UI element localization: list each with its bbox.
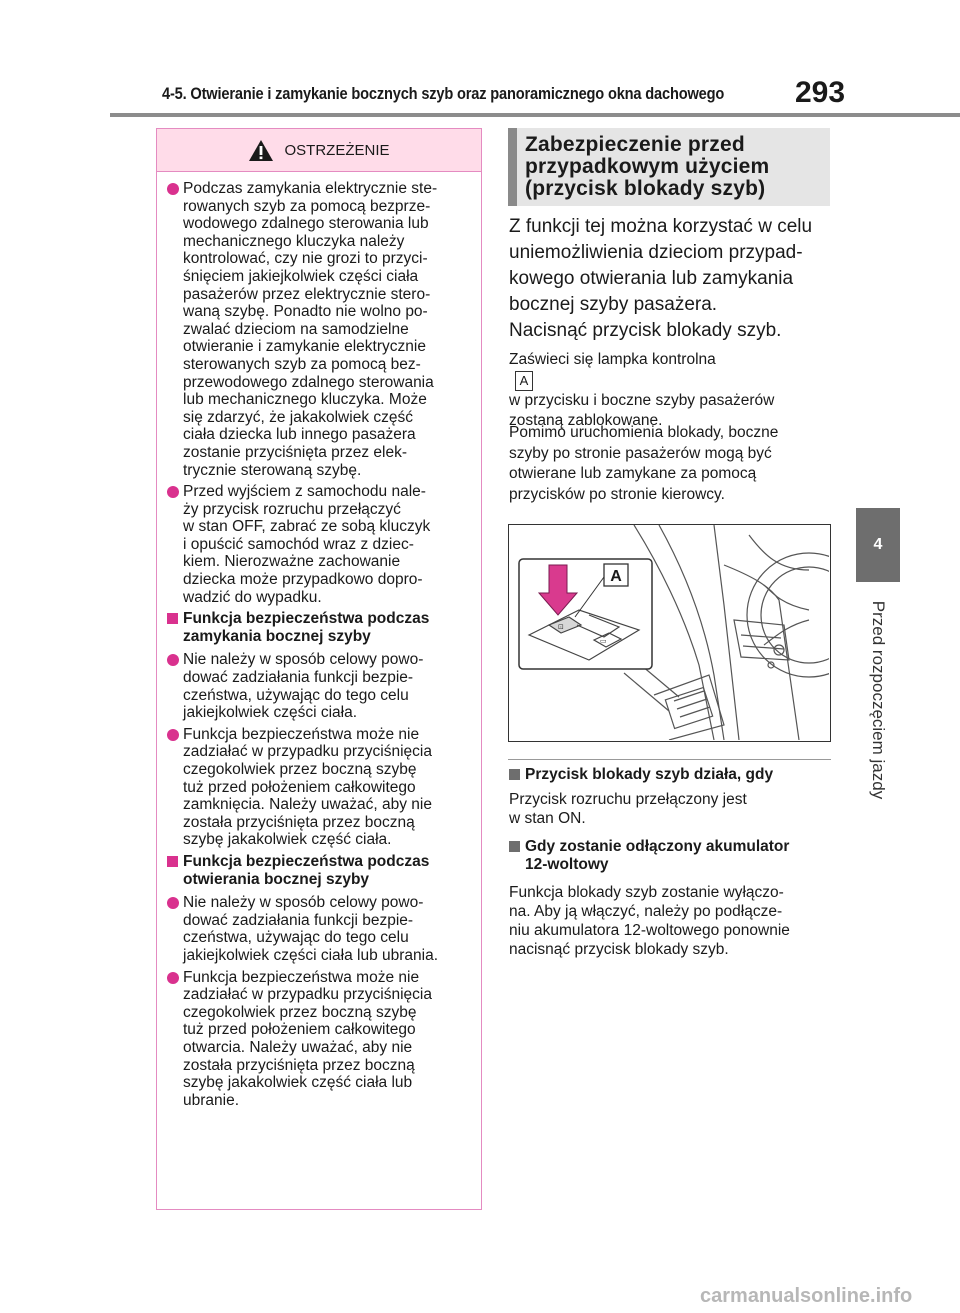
- warning-line: zwalać dzieciom na samodzielne: [183, 320, 409, 338]
- note-paragraph: [509, 423, 778, 505]
- intro-line: Z funkcji tej można korzystać w celu: [509, 216, 813, 237]
- indicator-paragraph: [509, 350, 774, 432]
- subsection-title: Przycisk blokady szyb działa, gdy: [525, 766, 774, 783]
- warning-header: [157, 129, 481, 172]
- note-line: Pomimo uruchomienia blokady, boczne: [509, 424, 779, 441]
- warning-line: lub mechanicznego kluczyka. Może: [183, 391, 427, 409]
- subsection-line: w stan ON.: [509, 810, 586, 827]
- subsection-line: na. Aby ją włączyć, należy po podłącze-: [509, 903, 783, 920]
- warning-line: ży przycisk rozruchu przełączyć: [183, 500, 401, 518]
- warning-line: otwierania bocznej szyby: [183, 870, 370, 888]
- warning-item: [167, 483, 473, 606]
- round-bullet-icon: [167, 729, 179, 741]
- svg-text:⊡: ⊡: [558, 623, 564, 631]
- warning-item: [167, 726, 473, 849]
- round-bullet-icon: [167, 897, 179, 909]
- subsection-text: [509, 883, 790, 959]
- warning-line: jakiejkolwiek części ciała.: [183, 704, 358, 722]
- header-divider: [110, 113, 960, 117]
- subsection-heading: [509, 838, 789, 874]
- warning-title: OSTRZEŻENIE: [284, 141, 390, 159]
- intro-line: bocznej szyby pasażera.: [509, 294, 718, 315]
- warning-line: zostanie przyciśnięta przez elek-: [183, 443, 407, 461]
- watermark: carmanualsonline.info: [700, 1285, 913, 1307]
- warning-line: tuż przed położeniem całkowitego: [183, 1021, 416, 1039]
- warning-line: otwarcia. Należy uważać, aby nie: [183, 1038, 413, 1056]
- subsection-text: [509, 790, 747, 828]
- warning-item: [167, 180, 473, 479]
- warning-line: dować zadziałania funkcji bezpie-: [183, 669, 414, 687]
- indicator-line: w przycisku i boczne szyby pasażerów: [509, 391, 775, 409]
- section-heading-line: przypadkowym użyciem: [525, 155, 770, 178]
- round-bullet-icon: [167, 486, 179, 498]
- warning-line: Przed wyjściem z samochodu nale-: [183, 483, 426, 501]
- round-bullet-icon: [167, 183, 179, 195]
- page-number: 293: [795, 76, 846, 109]
- warning-line: szybę jakakolwiek część ciała lub: [183, 1074, 413, 1092]
- section-heading-line: Zabezpieczenie przed: [525, 133, 745, 156]
- subsection-line: nacisnąć przycisk blokady szyb.: [509, 941, 729, 958]
- subsection-heading: [509, 766, 773, 784]
- warning-line: się zdarzyć, że jakakolwiek część: [183, 408, 413, 426]
- warning-line: czegokolwiek przez boczną szybę: [183, 1003, 417, 1021]
- figure-callout-label: A: [610, 568, 622, 585]
- warning-line: szybę jakakolwiek część ciała.: [183, 831, 392, 849]
- square-bullet-icon: [167, 856, 178, 867]
- warning-line: tuż przed położeniem całkowitego: [183, 778, 416, 796]
- warning-line: została przyciśnięta przez boczną: [183, 1056, 415, 1074]
- subsection-divider: [508, 759, 831, 760]
- warning-body: [157, 172, 481, 1109]
- warning-line: zadziałać w przypadku przyciśnięcia: [183, 986, 432, 1004]
- note-line: otwierane lub zamykane za pomocą: [509, 465, 757, 482]
- warning-line: Funkcja bezpieczeństwa podczas: [183, 610, 430, 628]
- warning-line: wadzić do wypadku.: [183, 588, 322, 606]
- warning-line: ciała dziecka lub innego pasażera: [183, 426, 416, 444]
- warning-subheading: [167, 853, 473, 888]
- subsection-line: niu akumulatora 12-woltowego ponownie: [509, 922, 790, 939]
- warning-line: i opuścić samochód wraz z dziec-: [183, 535, 414, 553]
- warning-subheading: [167, 610, 473, 645]
- warning-line: czegokolwiek przez boczną szybę: [183, 761, 417, 778]
- intro-paragraph: [509, 214, 812, 318]
- warning-line: zadziałać w przypadku przyciśnięcia: [183, 743, 432, 761]
- warning-triangle-icon: [248, 139, 274, 162]
- warning-line: czeństwa, używając do tego celu: [183, 929, 409, 947]
- warning-line: sterowanych szyb za pomocą bez-: [183, 355, 421, 373]
- square-bullet-icon: [509, 769, 520, 780]
- warning-line: wodowego zdalnego sterowania lub: [183, 215, 429, 233]
- warning-line: przewodowego zdalnego sterowania: [183, 373, 434, 391]
- warning-line: trycznie sterowaną szybę.: [183, 461, 362, 479]
- section-heading-line: (przycisk blokady szyb): [525, 177, 766, 200]
- warning-line: Nie należy w sposób celowy powo-: [183, 894, 424, 912]
- warning-line: dować zadziałania funkcji bezpie-: [183, 911, 414, 929]
- door-panel-drawing: [509, 525, 829, 740]
- warning-line: Funkcja bezpieczeństwa może nie: [183, 725, 420, 743]
- warning-line: pasażerów przez elektrycznie stero-: [183, 285, 431, 303]
- square-bullet-icon: [509, 841, 520, 852]
- running-header: 4-5. Otwieranie i zamykanie bocznych szyb oraz panoramicznego okna dachowego: [162, 84, 725, 103]
- warning-line: Funkcja bezpieczeństwa podczas: [183, 852, 430, 870]
- warning-line: Nie należy w sposób celowy powo-: [183, 651, 424, 669]
- square-bullet-icon: [167, 613, 178, 624]
- warning-line: zamykania bocznej szyby: [183, 627, 371, 645]
- warning-item: [167, 969, 473, 1110]
- indicator-badge: A: [515, 371, 533, 391]
- warning-line: czeństwa, używając do tego celu: [183, 686, 409, 704]
- intro-line: kowego otwierania lub zamykania: [509, 268, 794, 289]
- warning-line: Podczas zamykania elektrycznie ste-: [183, 180, 438, 197]
- chapter-tab: 4: [856, 508, 900, 582]
- warning-line: rowanych szyb za pomocą bezprze-: [183, 197, 431, 215]
- intro-line: uniemożliwienia dzieciom przypad-: [509, 242, 803, 263]
- warning-item: [167, 894, 473, 964]
- indicator-line: Zaświeci się lampka kontrolna: [509, 351, 716, 368]
- warning-item: [167, 651, 473, 721]
- warning-line: w stan OFF, zabrać ze sobą kluczyk: [183, 518, 431, 536]
- warning-line: kiem. Nierozważne zachowanie: [183, 553, 401, 571]
- warning-box: [156, 128, 482, 1210]
- warning-line: ubranie.: [183, 1091, 240, 1109]
- warning-line: jakiejkolwiek części ciała lub ubrania.: [183, 946, 439, 964]
- round-bullet-icon: [167, 972, 179, 984]
- note-line: szyby po stronie pasażerów mogą być: [509, 444, 772, 462]
- warning-line: kontrolować, czy nie grozi to przyci-: [183, 250, 428, 268]
- subsection-line: Funkcja blokady szyb zostanie wyłączo-: [509, 884, 784, 901]
- warning-line: waną szybę. Ponadto nie wolno po-: [183, 303, 428, 321]
- chapter-label: Przed rozpoczęciem jazdy: [869, 600, 888, 800]
- subsection-title: Gdy zostanie odłączony akumulator: [525, 838, 790, 855]
- subsection-title: 12-woltowy: [525, 856, 609, 873]
- warning-line: śnięciem jakiejkolwiek części ciała: [183, 267, 419, 285]
- warning-line: mechanicznego kluczyka należy: [183, 232, 405, 250]
- svg-text:▭: ▭: [600, 637, 607, 645]
- warning-line: zamknięcia. Należy uważać, aby nie: [183, 796, 432, 814]
- warning-line: otwieranie i zamykanie elektrycznie: [183, 338, 426, 356]
- warning-line: Funkcja bezpieczeństwa może nie: [183, 968, 420, 986]
- lock-switch-illustration: [508, 524, 831, 742]
- action-step: Nacisnąć przycisk blokady szyb.: [509, 320, 782, 341]
- warning-line: została przyciśnięta przez boczną: [183, 813, 415, 831]
- subsection-line: Przycisk rozruchu przełączony jest: [509, 791, 747, 808]
- indicator-line: zostaną zablokowane.: [509, 412, 663, 429]
- round-bullet-icon: [167, 654, 179, 666]
- warning-line: dziecka może przypadkowo dopro-: [183, 571, 423, 589]
- note-line: przycisków po stronie kierowcy.: [509, 485, 725, 503]
- section-heading: [508, 128, 830, 206]
